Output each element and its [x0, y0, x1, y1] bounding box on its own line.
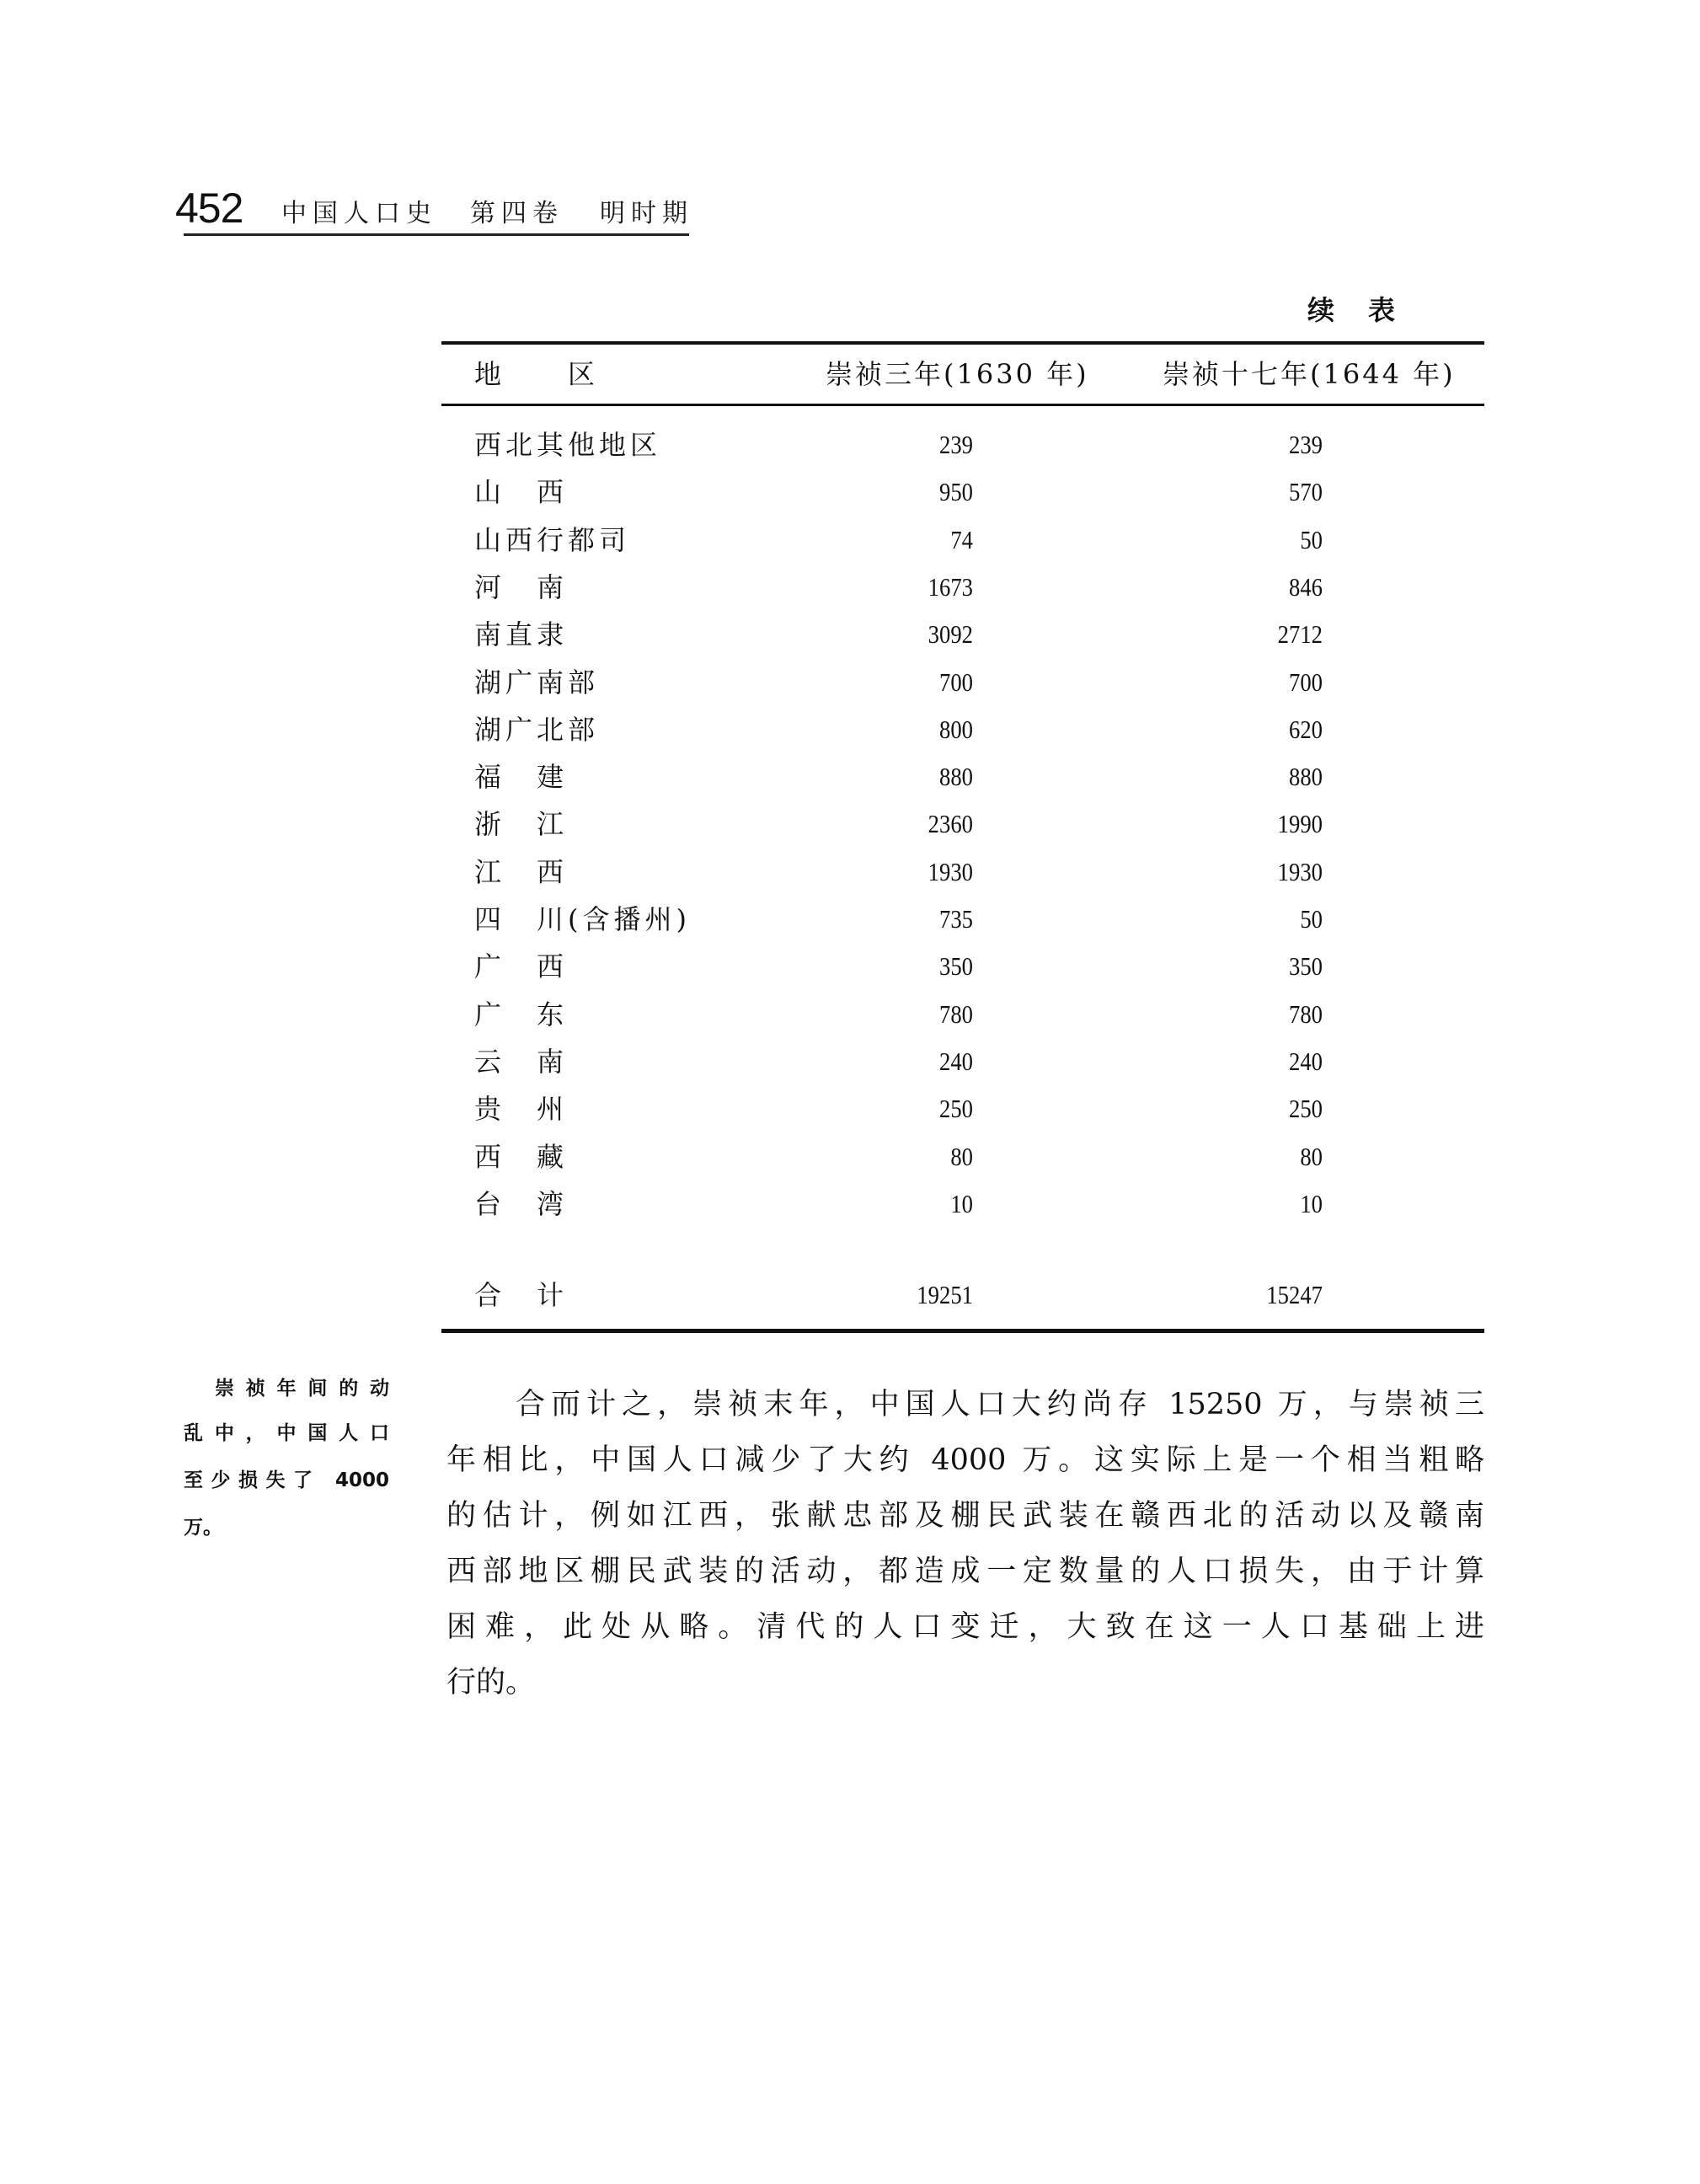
value-1630-cell: 880 [939, 762, 973, 792]
value-1644-cell: 80 [1300, 1141, 1323, 1171]
value-1644-cell: 1990 [1277, 809, 1323, 839]
column-header-1630: 崇祯三年(1630 年) [826, 358, 1089, 390]
paragraph-line: 合而计之，崇祯末年，中国人口大约尚存 15250 万，与崇祯三 [516, 1388, 1484, 1421]
value-1630-cell: 10 [950, 1188, 973, 1218]
table-row [0, 991, 1700, 1038]
region-cell: 山西行都司 [474, 523, 631, 556]
total-1630: 19251 [917, 1280, 973, 1309]
value-1644-cell: 10 [1300, 1188, 1323, 1218]
region-cell: 广 东 [474, 998, 569, 1030]
region-cell: 云 南 [474, 1045, 569, 1078]
margin-note-line: 崇祯年间的动 [215, 1378, 389, 1400]
table-row [0, 468, 1700, 516]
running-header-volume: 第四卷 [470, 199, 564, 228]
value-1644-cell: 846 [1289, 571, 1323, 602]
table-row [0, 943, 1700, 990]
region-cell: 广 西 [474, 950, 569, 983]
region-cell: 西 藏 [474, 1140, 569, 1173]
value-1630-cell: 1673 [928, 571, 973, 602]
value-1630-cell: 735 [939, 904, 973, 934]
value-1644-cell: 780 [1289, 998, 1323, 1029]
region-cell: 南直隶 [474, 618, 569, 651]
value-1644-cell: 620 [1289, 714, 1323, 744]
value-1630-cell: 350 [939, 951, 973, 982]
region-cell: 台 湾 [474, 1187, 569, 1220]
paragraph-line: 的估计，例如江西，张献忠部及棚民武装在赣西北的活动以及赣南 [446, 1499, 1484, 1533]
value-1644-cell: 50 [1300, 904, 1323, 934]
table-top-rule [441, 341, 1484, 345]
region-cell: 江 西 [474, 855, 569, 888]
table-row [0, 659, 1700, 706]
value-1630-cell: 950 [939, 477, 973, 507]
region-cell: 福 建 [474, 761, 569, 794]
value-1644-cell: 700 [1289, 666, 1323, 697]
page-number: 452 [175, 185, 243, 232]
margin-note-line: 万。 [184, 1517, 222, 1539]
total-1644: 15247 [1266, 1280, 1323, 1309]
table-row [0, 848, 1700, 896]
table-row [0, 753, 1700, 800]
region-cell: 山 西 [474, 476, 569, 509]
table-row [0, 1133, 1700, 1180]
value-1630-cell: 240 [939, 1046, 973, 1076]
table-row [0, 800, 1700, 848]
value-1644-cell: 239 [1289, 430, 1323, 459]
value-1630-cell: 250 [939, 1094, 973, 1124]
value-1630-cell: 80 [950, 1141, 973, 1171]
region-cell: 贵 州 [474, 1093, 569, 1126]
value-1644-cell: 570 [1289, 477, 1323, 507]
value-1630-cell: 700 [939, 666, 973, 697]
paragraph-line: 西部地区棚民武装的活动，都造成一定数量的人口损失，由于计算 [446, 1555, 1484, 1588]
running-header-book-title: 中国人口史 [281, 199, 437, 228]
region-cell: 河 南 [474, 570, 569, 603]
paragraph-line: 困难，此处从略。清代的人口变迁，大致在这一人口基础上进 [446, 1610, 1484, 1644]
region-cell: 浙 江 [474, 808, 569, 841]
margin-note-line: 乱中，中国人口 [184, 1422, 389, 1444]
table-row [0, 1085, 1700, 1132]
table-row [0, 421, 1700, 468]
value-1644-cell: 350 [1289, 951, 1323, 982]
value-1630-cell: 3092 [928, 619, 973, 650]
margin-note-line: 至少损失了 4000 [184, 1469, 389, 1491]
value-1630-cell: 74 [950, 524, 973, 554]
table-header-rule [441, 404, 1484, 406]
value-1630-cell: 1930 [928, 856, 973, 886]
region-cell: 西北其他地区 [474, 429, 662, 461]
column-header-region: 地 区 [474, 358, 600, 390]
table-row [0, 706, 1700, 753]
value-1644-cell: 50 [1300, 524, 1323, 554]
paragraph-line: 年相比，中国人口减少了大约 4000 万。这实际上是一个相当粗略 [446, 1443, 1484, 1477]
value-1630-cell: 780 [939, 998, 973, 1029]
table-row [0, 517, 1700, 564]
value-1644-cell: 880 [1289, 762, 1323, 792]
table-bottom-rule [441, 1329, 1484, 1333]
running-header-period: 明时期 [600, 199, 693, 228]
table-row [0, 611, 1700, 658]
value-1644-cell: 1930 [1277, 856, 1323, 886]
region-cell: 湖广北部 [474, 713, 600, 746]
table-row [0, 564, 1700, 611]
value-1630-cell: 800 [939, 714, 973, 744]
table-row [0, 1038, 1700, 1085]
region-cell: 四 川(含播州) [474, 903, 691, 935]
table-total-row [0, 1271, 1700, 1319]
column-header-1644: 崇祯十七年(1644 年) [1163, 358, 1456, 390]
table-row [0, 1180, 1700, 1228]
header-rule [184, 233, 689, 236]
table-caption: 续表 [1307, 294, 1430, 326]
paragraph-line: 行的。 [446, 1666, 536, 1700]
value-1644-cell: 2712 [1277, 619, 1323, 650]
total-label: 合 计 [474, 1279, 569, 1311]
value-1630-cell: 2360 [928, 809, 973, 839]
value-1630-cell: 239 [939, 430, 973, 459]
region-cell: 湖广南部 [474, 666, 600, 699]
table-row [0, 896, 1700, 943]
value-1644-cell: 250 [1289, 1094, 1323, 1124]
value-1644-cell: 240 [1289, 1046, 1323, 1076]
